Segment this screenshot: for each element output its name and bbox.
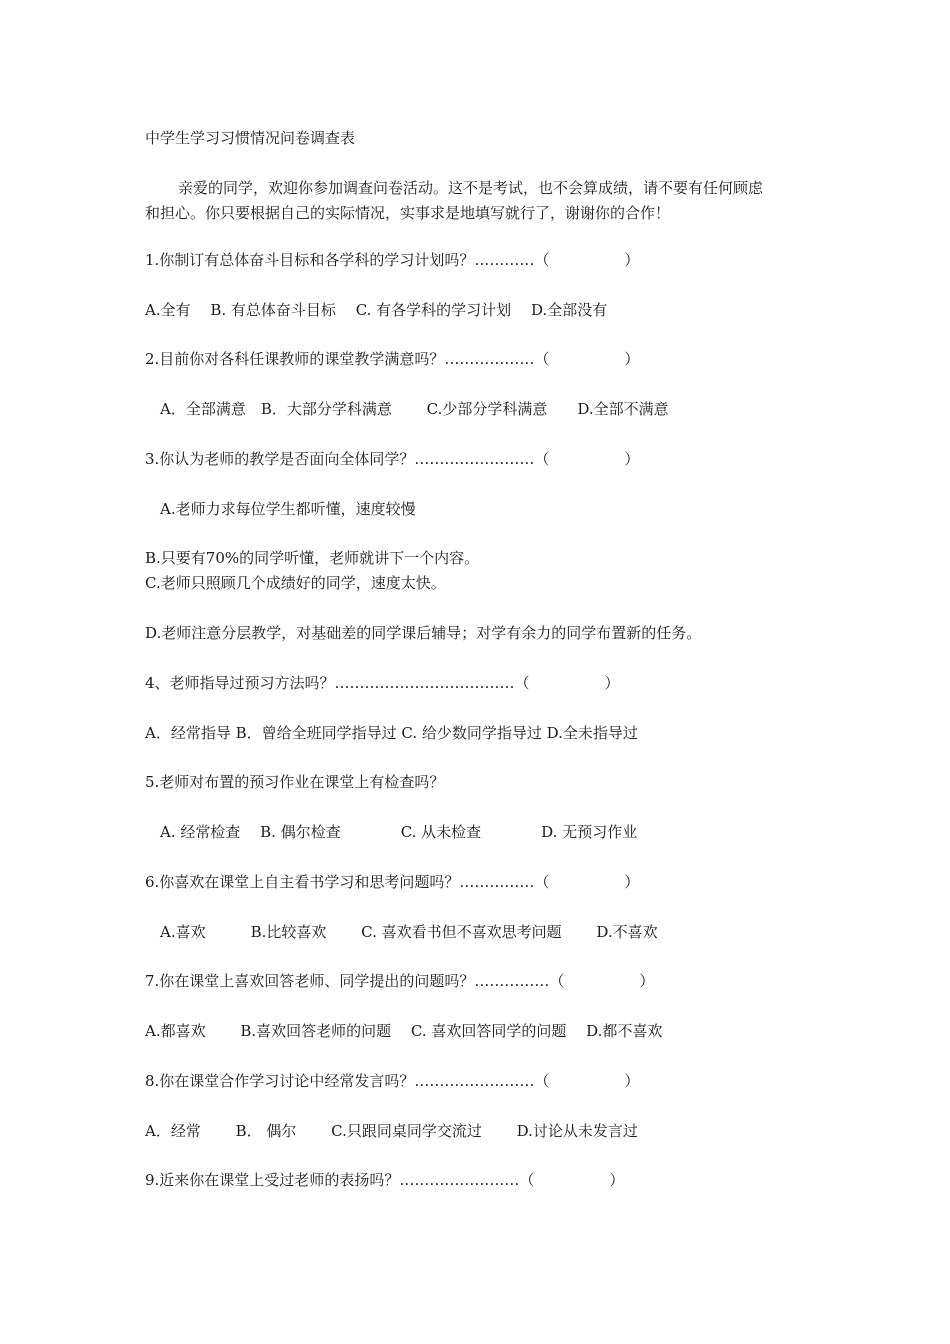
question-3-option-c: C.老师只照顾几个成绩好的同学，速度太快。 <box>145 574 446 592</box>
question-4: 4、老师指导过预习方法吗？………………………………（ ） <box>145 674 620 692</box>
question-6: 6.你喜欢在课堂上自主看书学习和思考问题吗？……………（ ） <box>145 873 640 891</box>
question-2: 2.目前你对各科任课教师的课堂教学满意吗？………………（ ） <box>145 350 640 368</box>
intro-paragraph-line-1: 亲爱的同学，欢迎你参加调查问卷活动。这不是考试，也不会算成绩，请不要有任何顾虑 <box>178 179 764 197</box>
question-3-option-d: D.老师注意分层教学，对基础差的同学课后辅导；对学有余力的同学布置新的任务。 <box>145 624 702 642</box>
question-7-options: A.都喜欢 B.喜欢回答老师的问题 C. 喜欢回答同学的问题 D.都不喜欢 <box>145 1022 663 1040</box>
question-8: 8.你在课堂合作学习讨论中经常发言吗？……………………（ ） <box>145 1072 640 1090</box>
question-5-options: A. 经常检查 B. 偶尔检查 C. 从未检查 D. 无预习作业 <box>145 823 638 841</box>
question-6-options: A.喜欢 B.比较喜欢 C. 喜欢看书但不喜欢思考问题 D.不喜欢 <box>145 923 658 941</box>
question-1-options: A.全有 B. 有总体奋斗目标 C. 有各学科的学习计划 D.全部没有 <box>145 301 608 319</box>
document-title: 中学生学习习惯情况问卷调查表 <box>145 129 356 147</box>
intro-paragraph-line-2: 和担心。你只要根据自己的实际情况，实事求是地填写就行了，谢谢你的合作！ <box>145 204 671 222</box>
question-7: 7.你在课堂上喜欢回答老师、同学提出的问题吗？……………（ ） <box>145 972 655 990</box>
question-1: 1.你制订有总体奋斗目标和各学科的学习计划吗？…………（ ） <box>145 251 640 269</box>
question-3: 3.你认为老师的教学是否面向全体同学？……………………（ ） <box>145 450 640 468</box>
question-9: 9.近来你在课堂上受过老师的表扬吗？……………………（ ） <box>145 1171 625 1189</box>
question-5: 5.老师对布置的预习作业在课堂上有检查吗？ <box>145 773 445 791</box>
question-2-options: A．全部满意 B．大部分学科满意 C.少部分学科满意 D.全部不满意 <box>145 400 669 418</box>
question-4-options: A．经常指导 B．曾给全班同学指导过 C. 给少数同学指导过 D.全未指导过 <box>145 724 638 742</box>
question-3-option-b: B.只要有70%的同学听懂，老师就讲下一个内容。 <box>145 549 480 567</box>
question-3-option-a: A.老师力求每位学生都听懂，速度较慢 <box>145 500 416 518</box>
question-8-options: A．经常 B． 偶尔 C.只跟同桌同学交流过 D.讨论从未发言过 <box>145 1122 638 1140</box>
